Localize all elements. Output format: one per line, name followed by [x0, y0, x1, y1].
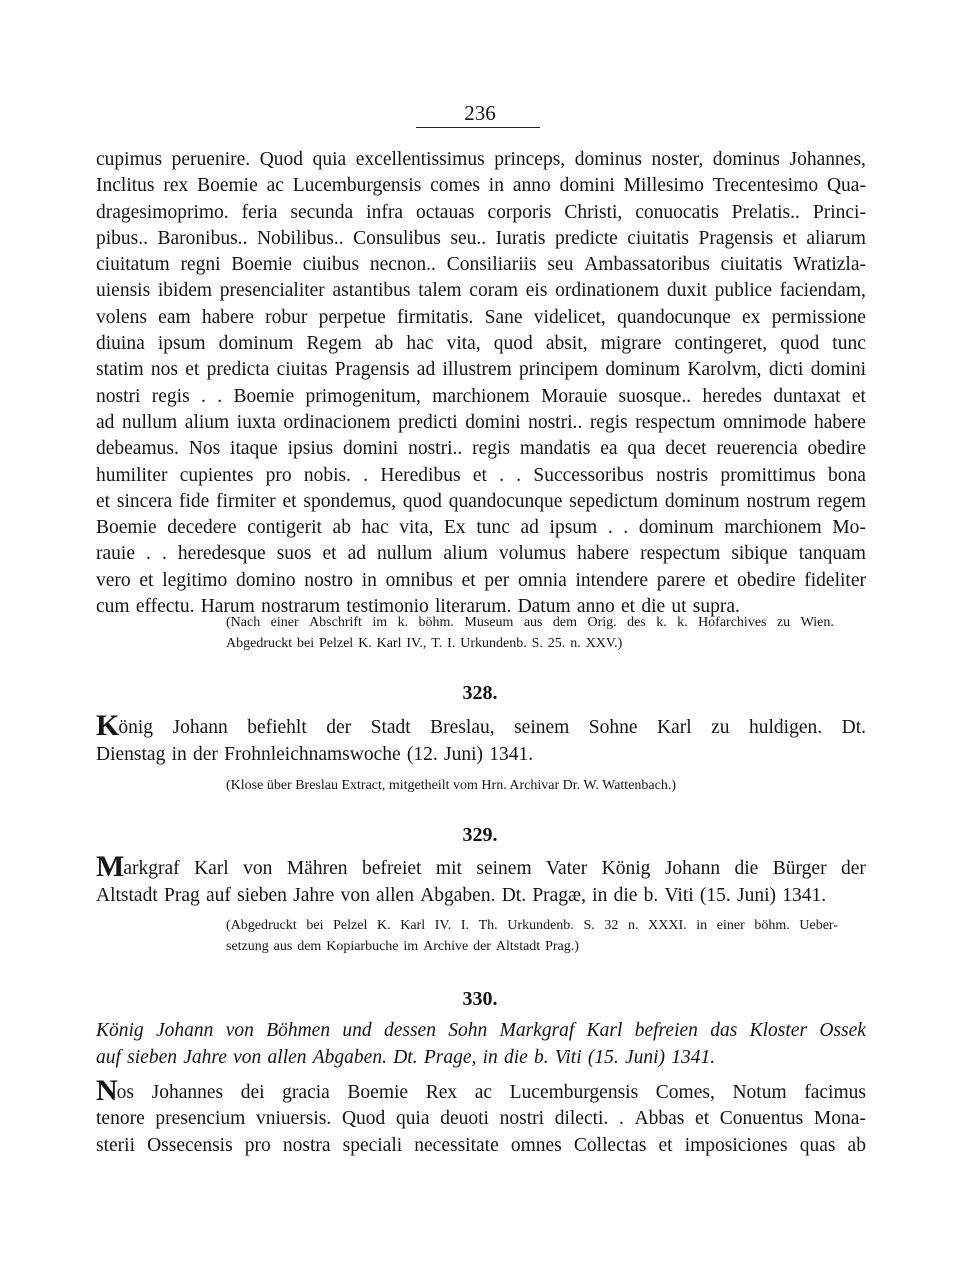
text-line: statim nos et predicta ciuitas Pragensis ad illustrem principem dominum Karolvm, dicti domini: [96, 359, 866, 381]
initial-letter: N: [96, 1074, 118, 1107]
text-line: (Abgedruckt bei Pelzel K. Karl IV. I. Th. Urkundenb. S. 32 n. XXXI. in einer böhm. Ueber-: [226, 918, 838, 933]
continuation-text: [96, 147, 866, 620]
doc-329-source-note: [226, 915, 838, 957]
text-line: Altstadt Prag auf sieben Jahre von allen Abgaben. Dt. Pragæ, in die b. Viti (15. Juni) 1341.: [96, 885, 827, 906]
doc-328-source-note: (Klose über Breslau Extract, mitgetheilt vom Hrn. Archivar Dr. W. Wattenbach.): [226, 778, 676, 793]
text-line: König Johann von Böhmen und dessen Sohn Markgraf Karl befreien das Kloster Ossek: [96, 1020, 866, 1041]
text-line: pibus.. Baronibus.. Nobilibus.. Consulibus seu.. Iuratis predicte ciuitatis Pragensis et aliarum: [96, 227, 866, 249]
text-line: vero et legitimo domino nostro in omnibus et per omnia intendere parere et obedire fideliter: [96, 569, 866, 591]
text-line: Dienstag in der Frohnleichnamswoche (12. Juni) 1341.: [96, 744, 534, 765]
text-line: Nos Johannes dei gracia Boemie Rex ac Lucemburgensis Comes, Notum facimus: [96, 1074, 866, 1107]
doc-328-heading: [96, 709, 866, 768]
header-rule: [416, 127, 540, 128]
text-line: auf sieben Jahre von allen Abgaben. Dt. Prage, in die b. Viti (15. Juni) 1341.: [96, 1047, 716, 1068]
text-line: dragesimoprimo. feria secunda infra octauas corporis Christi, conuocatis Prelatis.. Princi-: [96, 201, 866, 223]
text-line: setzung aus dem Kopiarbuche im Archive der Altstadt Prag.): [226, 939, 579, 954]
text-line: sterii Ossecensis pro nostra speciali necessitate omnes Collectas et imposiciones quas ab: [96, 1134, 866, 1156]
doc-number-328: 328.: [462, 682, 498, 704]
doc-329-heading: [96, 850, 866, 909]
text-line: diuina ipsum dominum Regem ab hac vita, quod absit, migrare contingeret, quod tunc: [96, 333, 866, 355]
text-line: ad nullum alium iuxta ordinacionem predicti domini nostri.. regis respectum omnimode habere: [96, 411, 866, 433]
page-number: 236: [464, 101, 496, 125]
text-line: uiensis ibidem presencialiter astantibus talem coram eis ordinationem duxit publice faciendam,: [96, 280, 866, 302]
doc-number-330: 330.: [462, 988, 498, 1010]
text-line: (Nach einer Abschrift im k. böhm. Museum aus dem Orig. des k. k. Hofarchives zu Wien.: [226, 615, 834, 630]
continuation-source-note: [226, 612, 834, 654]
text-line: nostri regis . . Boemie primogenitum, marchionem Morauie suosque.. heredes duntaxat et: [96, 385, 866, 407]
text-line: rauie . . heredesque suos et ad nullum alium volumus habere respectum sibique tanquam: [96, 543, 866, 565]
doc-330-body: [96, 1074, 866, 1159]
text-line: ciuitatum regni Boemie ciuibus necnon.. Consiliariis seu Ambassatoribus ciuitatis Wratizla-: [96, 254, 866, 276]
doc-number-329: 329.: [462, 824, 498, 846]
text-line: humiliter cupientes pro nobis. . Heredibus et . . Successoribus nostris promittimus bona: [96, 464, 866, 486]
text-line: et sincera fide firmiter et spondemus, quod quandocunque sepedictum dominum nostrum regem: [96, 490, 866, 512]
text-line: Markgraf Karl von Mähren befreiet mit seinem Vater König Johann die Bürger der: [96, 850, 866, 883]
text-line: Abgedruckt bei Pelzel K. Karl IV., T. I. Urkundenb. S. 25. n. XXV.): [226, 636, 623, 651]
text-line: tenore presencium vniuersis. Quod quia deuoti nostri dilecti. . Abbas et Conuentus Mona-: [96, 1108, 866, 1130]
text-line: Inclitus rex Boemie ac Lucemburgensis comes in anno domini Millesimo Trecentesimo Qua-: [96, 175, 866, 197]
doc-330-heading: [96, 1017, 866, 1071]
text-line: volens eam habere robur perpetue firmitatis. Sane videlicet, quandocunque ex permissione: [96, 306, 866, 328]
initial-letter: M: [96, 850, 125, 883]
text-line: Boemie decedere contigerit ab hac vita, Ex tunc ad ipsum . . dominum marchionem Mo-: [96, 517, 866, 539]
text-line: debeamus. Nos itaque ipsius domini nostri.. regis mandatis ea qua decet reuerencia obedire: [96, 438, 866, 460]
text-line: cum effectu. Harum nostrarum testimonio literarum. Datum anno et die ut supra.: [96, 596, 740, 618]
text-line: König Johann befiehlt der Stadt Breslau, seinem Sohne Karl zu huldigen. Dt.: [96, 709, 866, 742]
text-line: cupimus peruenire. Quod quia excellentissimus princeps, dominus noster, dominus Johannes,: [96, 149, 866, 170]
initial-letter: K: [96, 709, 120, 742]
